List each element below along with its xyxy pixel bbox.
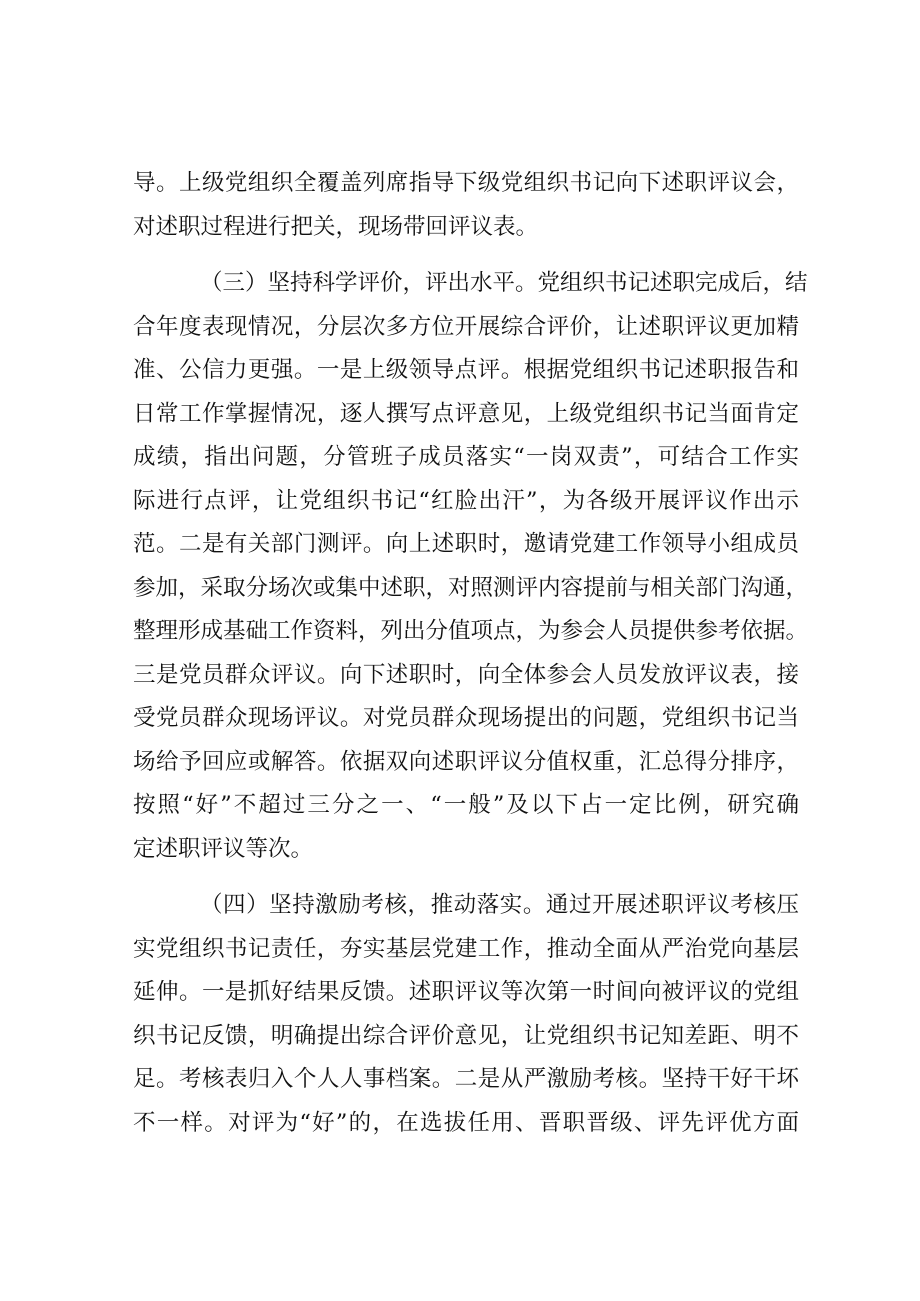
- text-line: 定述职评议等次。: [133, 835, 314, 862]
- text-line: 导。上级党组织全覆盖列席指导下级党组织书记向下述职评议会，: [133, 170, 799, 196]
- paragraph-2: [133, 262, 809, 871]
- text-line: 不一样。对评为“好”的，在选拔任用、晋职晋级、评先评优方面: [133, 1109, 799, 1136]
- text-line: 受党员群众现场评议。对党员群众现场提出的问题，党组织书记当: [133, 705, 799, 731]
- text-line: 成绩，指出问题，分管班子成员落实“一岗双责”，可结合工作实: [133, 444, 799, 470]
- text-line: 合年度表现情况，分层次多方位开展综合评价，让述职评议更加精: [133, 313, 799, 340]
- text-line: 际进行点评，让党组织书记“红脸出汗”，为各级开展评议作出示: [133, 487, 799, 514]
- text-line: 足。考核表归入个人人事档案。二是从严激励考核。坚持干好干坏: [133, 1066, 799, 1092]
- text-line: 日常工作掌握情况，逐人撰写点评意见，上级党组织书记当面肯定: [133, 400, 799, 427]
- paragraph-1: [133, 162, 799, 249]
- text-line: 整理形成基础工作资料，列出分值项点，为参会人员提供参考依据。: [133, 618, 809, 644]
- text-line: 三是党员群众评议。向下述职时，向全体参会人员发放评议表，接: [133, 661, 799, 688]
- text-line: 参加，采取分场次或集中述职，对照测评内容提前与相关部门沟通，: [133, 574, 809, 601]
- text-line: 实党组织书记责任，夯实基层党建工作，推动全面从严治党向基层: [133, 935, 799, 962]
- text-line: 准、公信力更强。一是上级领导点评。根据党组织书记述职报告和: [133, 357, 799, 383]
- text-line: 对述职过程进行把关，现场带回评议表。: [133, 213, 539, 240]
- text-line: 范。二是有关部门测评。向上述职时，邀请党建工作领导小组成员: [133, 531, 799, 557]
- paragraph-3: [133, 884, 799, 1145]
- text-line: （三）坚持科学评价，评出水平。党组织书记述职完成后，结: [200, 270, 808, 296]
- text-line: 场给予回应或解答。依据双向述职评议分值权重，汇总得分排序，: [133, 748, 799, 775]
- text-line: 延伸。一是抓好结果反馈。述职评议等次第一时间向被评议的党组: [133, 979, 799, 1005]
- body-text: [133, 162, 809, 1145]
- text-line: （四）坚持激励考核，推动落实。通过开展述职评议考核压: [200, 892, 799, 918]
- text-line: 按照“好”不超过三分之一、“一般”及以下占一定比例，研究确: [133, 792, 799, 818]
- text-line: 织书记反馈，明确提出综合评价意见，让党组织书记知差距、明不: [133, 1022, 799, 1049]
